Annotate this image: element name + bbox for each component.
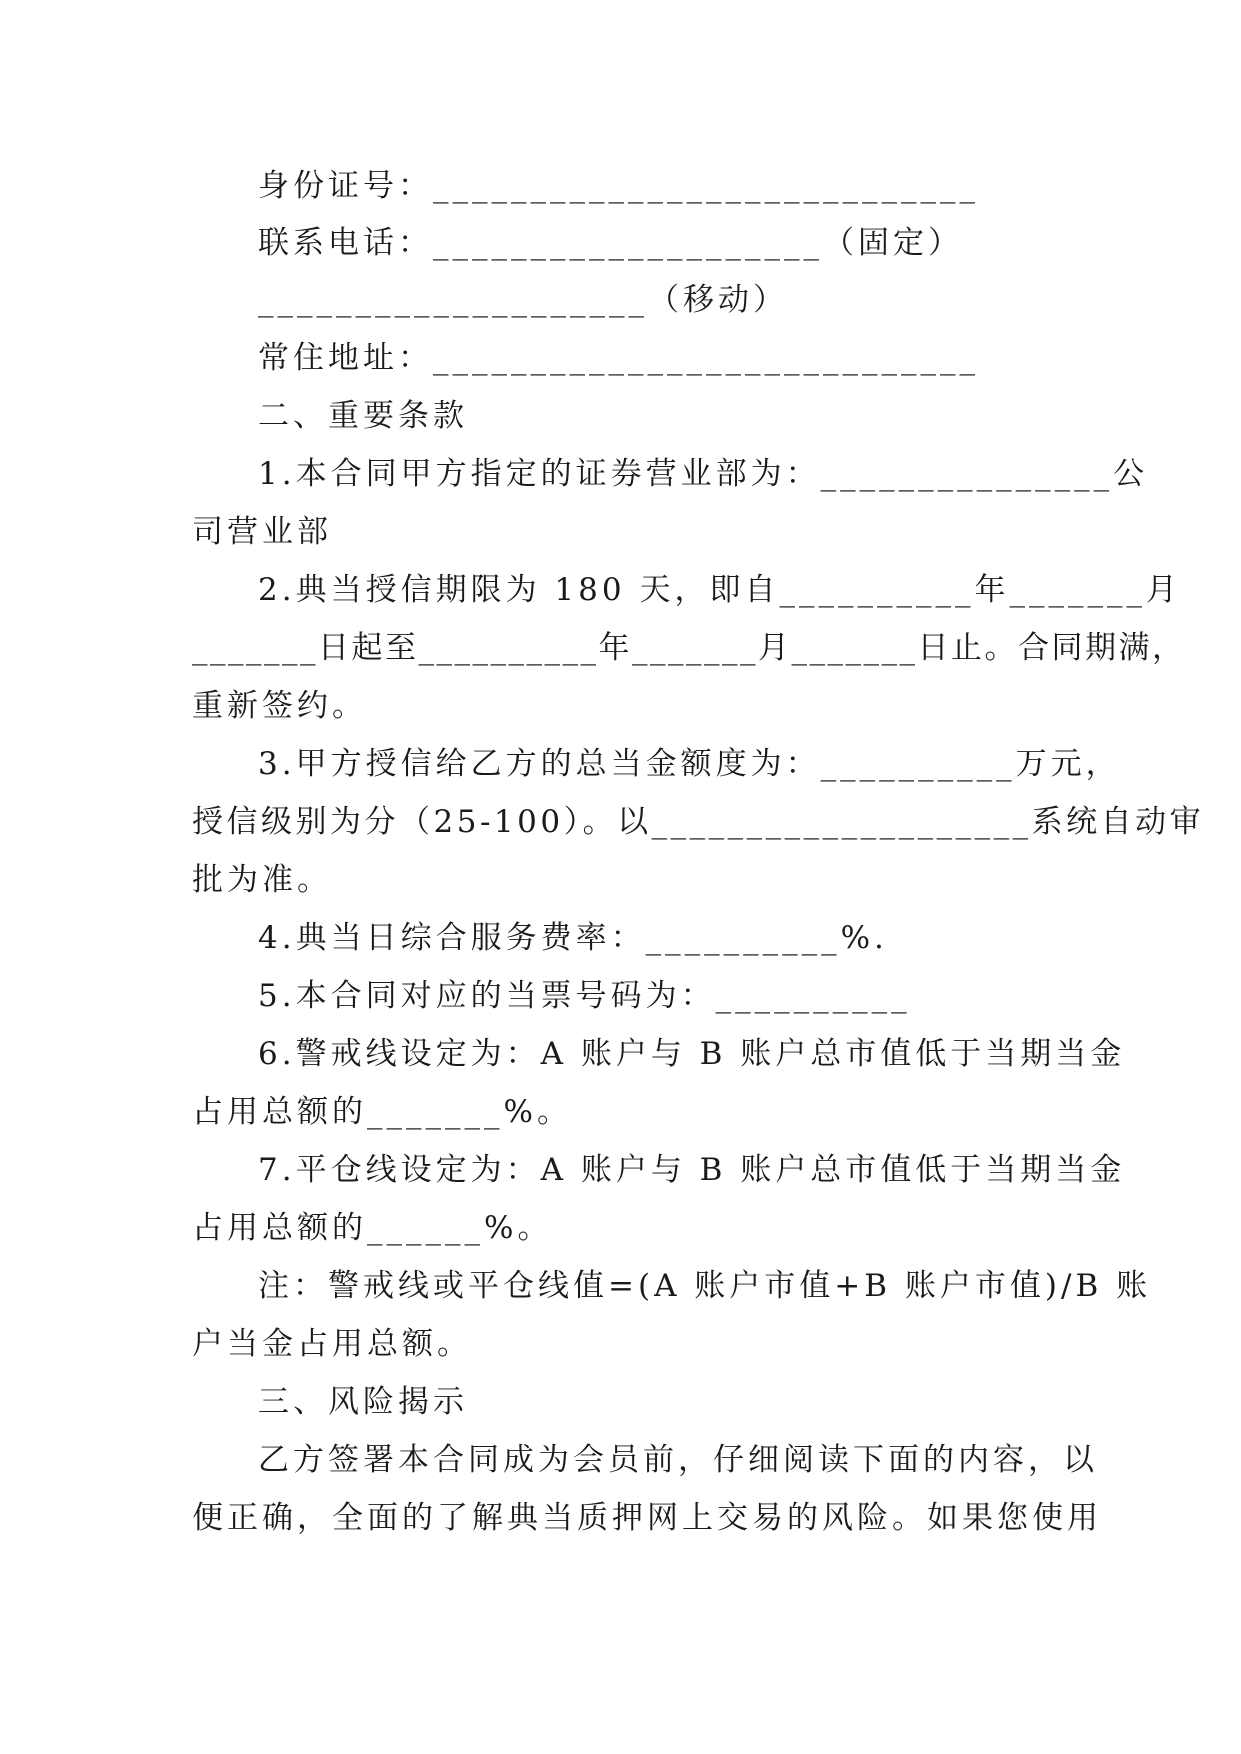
clause-2-line-2: _______日起至__________年_______月_______日止。合同期满， <box>192 630 1186 666</box>
id-number-line: 身份证号：____________________________ <box>258 168 979 204</box>
clause-4-line: 4.典当日综合服务费率：__________%. <box>258 920 888 956</box>
section-heading-important-terms: 二、重要条款 <box>258 398 468 434</box>
clause-7-line-1: 7.平仓线设定为：A 账户与 B 账户总市值低于当期当金 <box>258 1152 1126 1188</box>
clause-6-line-2: 占用总额的_______%。 <box>192 1094 572 1130</box>
clause-1-line-1: 1.本合同甲方指定的证券营业部为：_______________公 <box>258 456 1149 492</box>
clause-3-line-3: 批为准。 <box>192 862 332 898</box>
clause-1-line-2: 司营业部 <box>192 514 332 550</box>
clause-3-line-2: 授信级别为分（25-100）。以____________________系统自动审 <box>192 804 1205 840</box>
clause-2-line-1: 2.典当授信期限为 180 天，即自__________年_______月 <box>258 572 1181 608</box>
risk-paragraph-line-1: 乙方签署本合同成为会员前，仔细阅读下面的内容，以 <box>258 1442 1098 1478</box>
clause-7-line-2: 占用总额的______%。 <box>192 1210 553 1246</box>
phone-mobile-line: ____________________（移动） <box>258 282 788 318</box>
address-line: 常住地址：____________________________ <box>258 340 979 376</box>
phone-fixed-line: 联系电话：____________________（固定） <box>258 225 963 261</box>
note-line-2: 户当金占用总额。 <box>192 1326 472 1362</box>
clause-5-line: 5.本合同对应的当票号码为：__________ <box>258 978 911 1014</box>
clause-3-line-1: 3.甲方授信给乙方的总当金额度为：__________万元， <box>258 746 1121 782</box>
clause-6-line-1: 6.警戒线设定为：A 账户与 B 账户总市值低于当期当金 <box>258 1036 1126 1072</box>
clause-2-line-3: 重新签约。 <box>192 688 367 724</box>
risk-paragraph-line-2: 便正确，全面的了解典当质押网上交易的风险。如果您使用 <box>192 1500 1102 1536</box>
section-heading-risk-disclosure: 三、风险揭示 <box>258 1384 468 1420</box>
note-line-1: 注：警戒线或平仓线值=(A 账户市值+B 账户市值)/B 账 <box>258 1268 1152 1304</box>
